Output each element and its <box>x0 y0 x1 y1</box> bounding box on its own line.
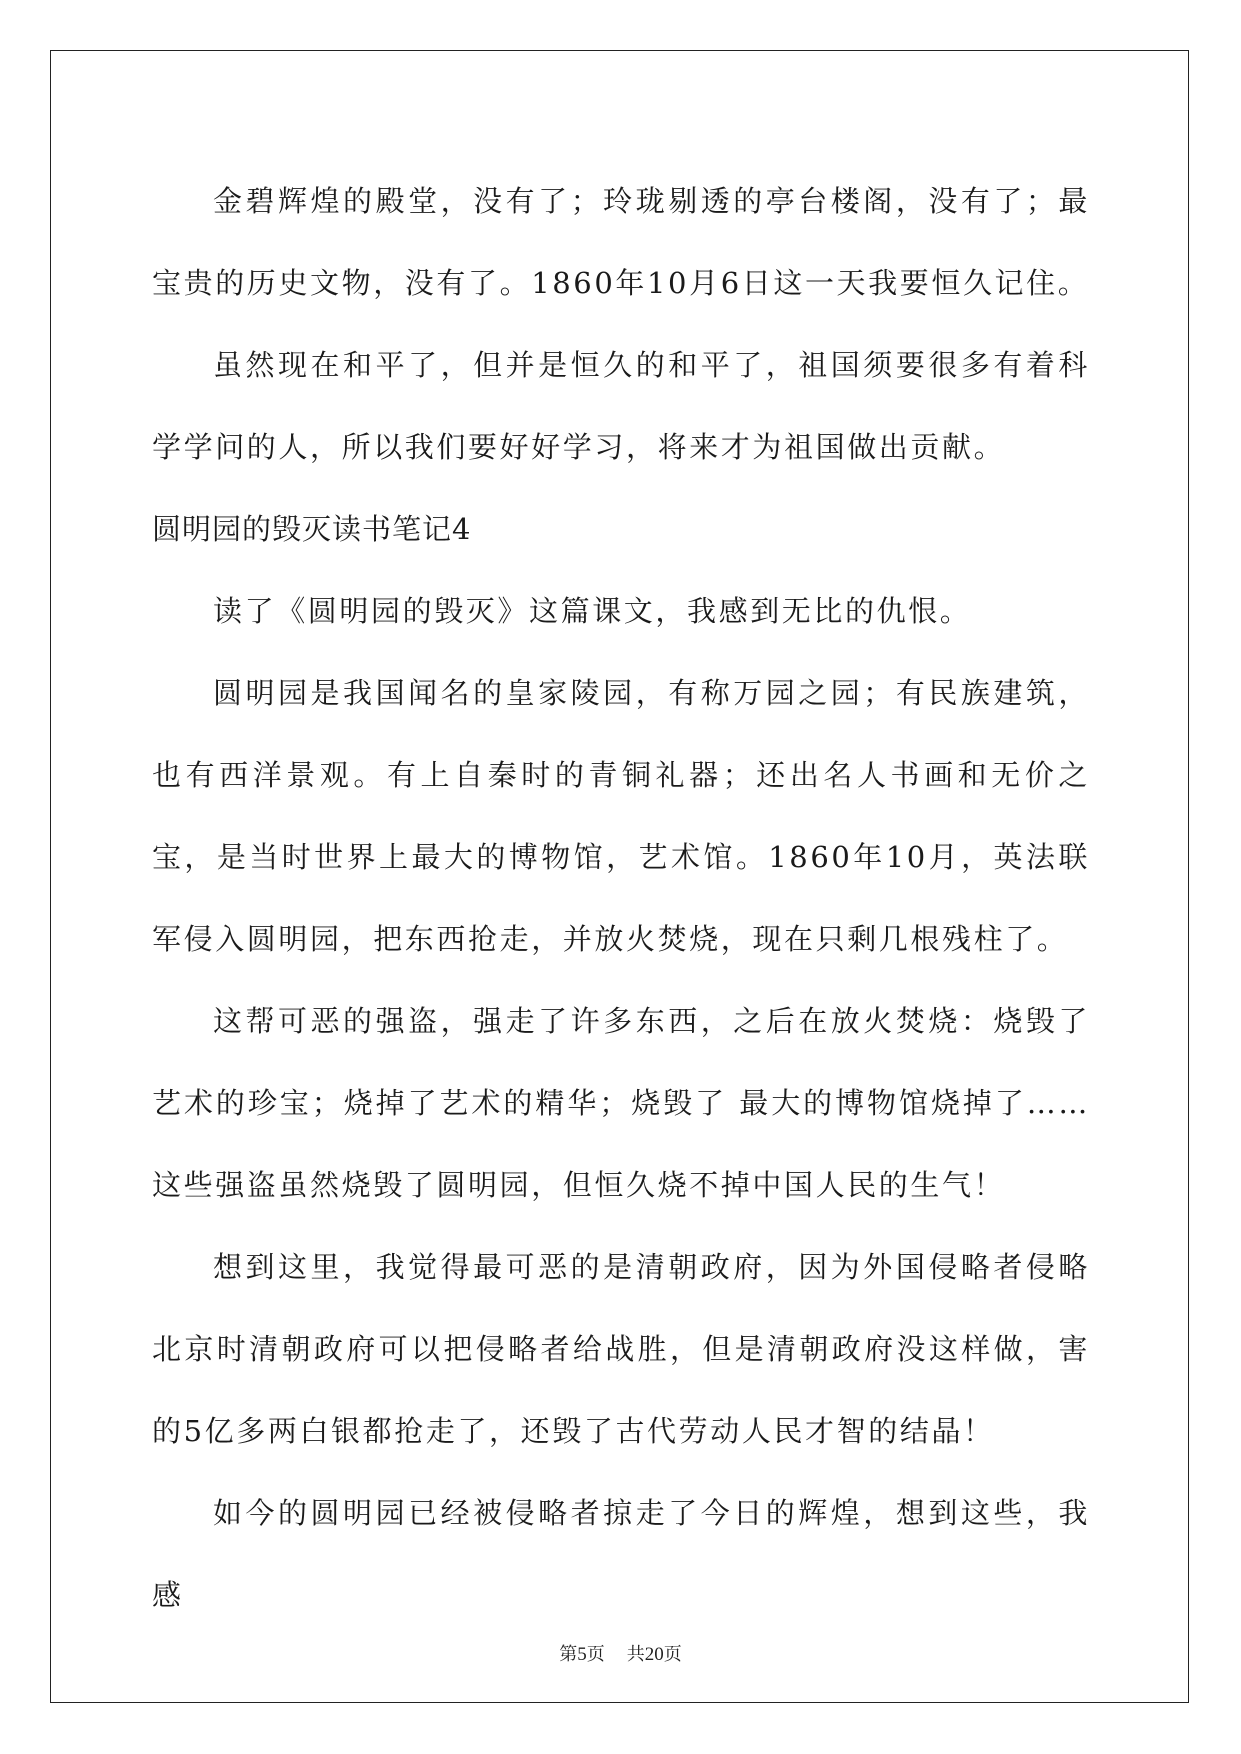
paragraph-3: 读了《圆明园的毁灭》这篇课文，我感到无比的仇恨。 <box>213 594 972 628</box>
paragraph-5: 这帮可恶的强盗，强走了许多东西，之后在放火焚烧：烧毁了艺术的珍宝；烧掉了艺术的精华；烧毁了 最大的博物馆烧掉了……这些强盗虽然烧毁了圆明园，但恒久烧不掉中国人民的生气！ <box>152 1004 1090 1202</box>
paragraph-6: 想到这里，我觉得最可恶的是清朝政府，因为外国侵略者侵略北京时清朝政府可以把侵略者给战胜，但是清朝政府没这样做，害的5亿多两白银都抢走了，还毁了古代劳动人民才智的结晶！ <box>152 1250 1090 1448</box>
page-footer <box>0 1640 1241 1666</box>
paragraph-2: 虽然现在和平了，但并是恒久的和平了，祖国须要很多有着科学学问的人，所以我们要好好学习，将来才为祖国做出贡献。 <box>152 348 1090 464</box>
document-body <box>152 160 1090 1636</box>
paragraph-7: 如今的圆明园已经被侵略者掠走了今日的辉煌，想到这些，我感 <box>152 1496 1090 1612</box>
section-heading: 圆明园的毁灭读书笔记4 <box>152 512 472 546</box>
page-prefix: 第 <box>559 1644 578 1665</box>
page-number: 5 <box>577 1644 587 1665</box>
paragraph-1: 金碧辉煌的殿堂，没有了；玲珑剔透的亭台楼阁，没有了；最宝贵的历史文物，没有了。1860年10月6日这一天我要恒久记住。 <box>152 184 1090 300</box>
total-pages: 20 <box>644 1644 664 1665</box>
total-prefix: 共 <box>626 1644 645 1665</box>
paragraph-4: 圆明园是我国闻名的皇家陵园，有称万园之园；有民族建筑，也有西洋景观。有上自秦时的青铜礼器；还出名人书画和无价之宝，是当时世界上最大的博物馆，艺术馆。1860年10月，英法联军侵入圆明园，把东西抢走，并放火焚烧，现在只剩几根残柱了。 <box>152 676 1090 956</box>
page-suffix: 页 <box>586 1644 605 1665</box>
total-suffix: 页 <box>663 1644 682 1665</box>
